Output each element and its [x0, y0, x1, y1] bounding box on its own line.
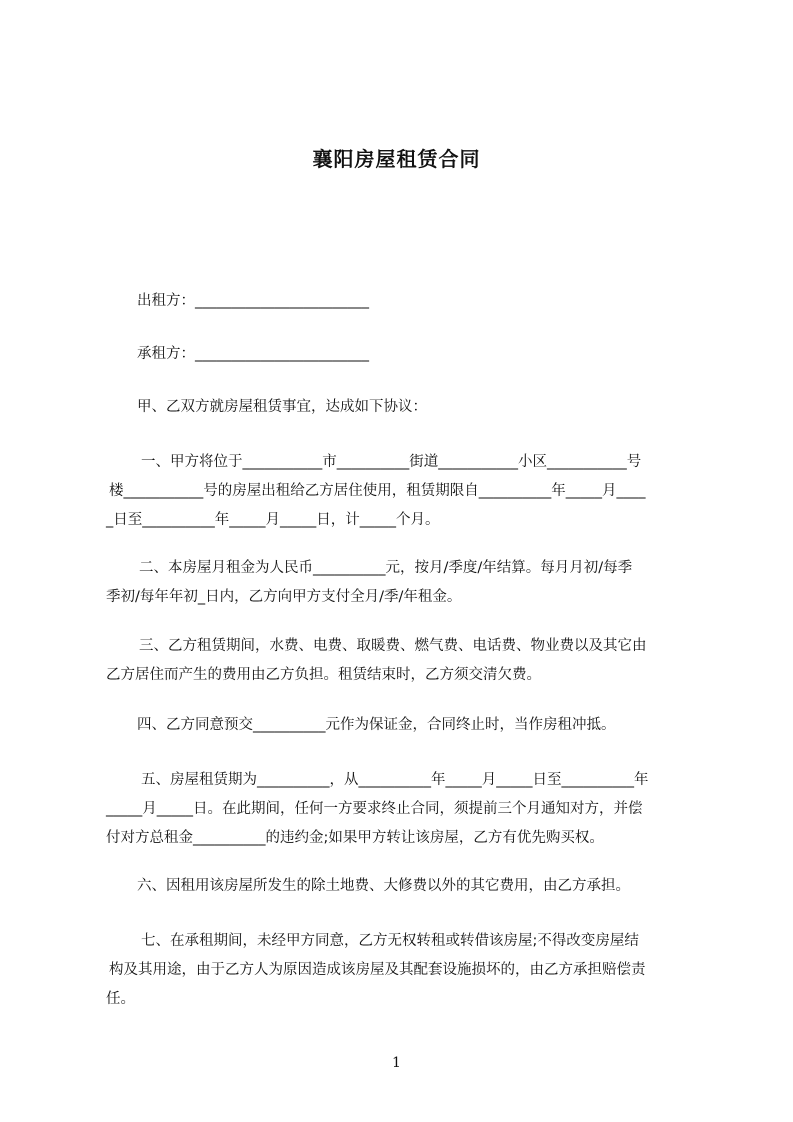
clause-1 [106, 448, 702, 535]
clause-line: 付对方总租金__________的违约金;如果甲方转让该房屋，乙方有优先购买权。 [106, 830, 604, 846]
lessor-text: 出租方：________________________ [137, 293, 369, 309]
document-title: 襄阳房屋租赁合同 [312, 147, 481, 171]
clause-line: 三、乙方租赁期间，水费、电费、取暖费、燃气费、电话费、物业费以及其它由 [139, 638, 647, 654]
clause-line: 四、乙方同意预交__________元作为保证金，合同终止时，当作房租冲抵。 [137, 717, 616, 733]
clause-line: 七、在承租期间，未经甲方同意，乙方无权转租或转借该房屋;不得改变房屋结 [141, 933, 639, 949]
clause-line: 五、房屋租赁期为__________，从__________年_____月_____日至__________年 [141, 772, 649, 788]
clause-5 [106, 766, 702, 853]
lessor-line [137, 287, 733, 316]
intro-text: 甲、乙双方就房屋租赁事宜，达成如下协议： [137, 399, 427, 415]
clause-3 [106, 632, 702, 690]
clause-line: 任。 [106, 991, 135, 1007]
clause-line: _____月_____日。在此期间，任何一方要求终止合同，须提前三个月通知对方，并偿 [106, 801, 643, 817]
clause-4 [106, 711, 702, 740]
clause-2 [106, 554, 702, 612]
page-number: 1 [392, 1055, 401, 1071]
clause-line: 构及其用途，由于乙方人为原因造成该房屋及其配套设施损坏的，由乙方承担赔偿责 [109, 962, 646, 978]
clause-line: 二、本房屋月租金为人民币__________元，按月/季度/年结算。每月月初/每季 [139, 560, 633, 576]
clause-line: 乙方居住而产生的费用由乙方负担。租赁结束时，乙方须交清欠费。 [106, 667, 541, 683]
clause-line: 六、因租用该房屋所发生的除土地费、大修费以外的其它费用，由乙方承担。 [137, 878, 630, 894]
clause-line: 一、甲方将位于___________市__________街道___________小区___________号 [141, 454, 642, 470]
clause-6 [106, 872, 702, 901]
intro-paragraph [137, 393, 733, 422]
lessee-line [137, 340, 733, 369]
clause-line: 季初/每年年初_日内，乙方向甲方支付全月/季/年租金。 [106, 589, 462, 605]
clause-7 [106, 927, 702, 1014]
clause-line: _日至__________年_____月_____日，计_____个月。 [106, 512, 440, 528]
lessee-text: 承租方：________________________ [137, 346, 369, 362]
clause-line: 楼___________号的房屋出租给乙方居住使用，租赁期限自__________年_____月____ [109, 483, 646, 499]
